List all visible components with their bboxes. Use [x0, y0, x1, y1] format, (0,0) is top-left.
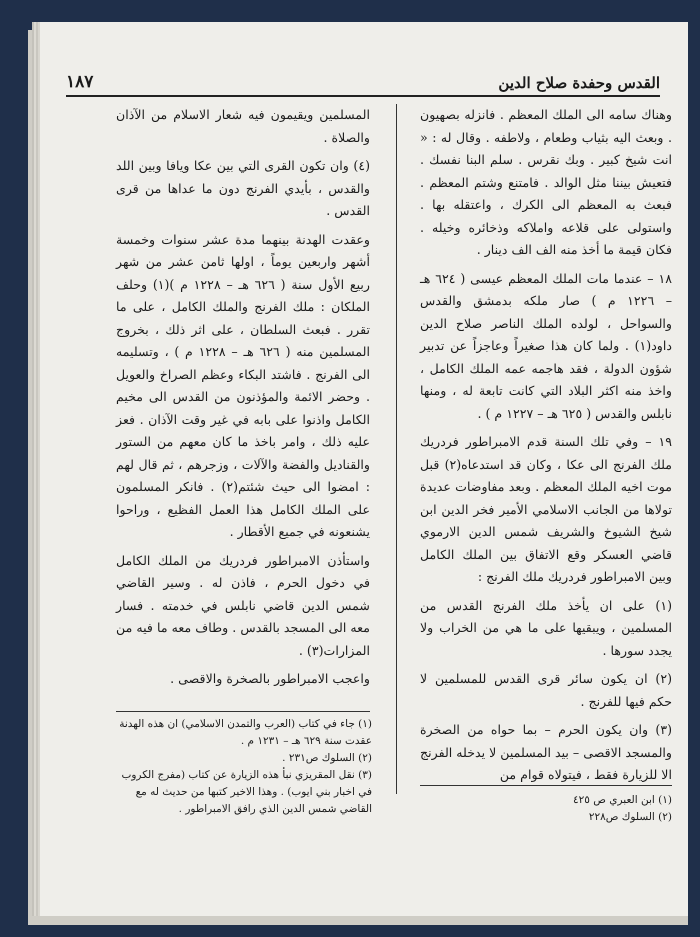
paragraph-emperor-admired: واعجب الامبراطور بالصخرة والاقصى . — [170, 671, 370, 686]
running-title: القدس وحفدة صلاح الدين — [498, 74, 660, 92]
treaty-clause-2: (٢) ان يكون سائر قرى القدس للمسلمين لا حكم فيها للفرنج . — [420, 671, 672, 709]
footnotes-right — [420, 792, 672, 826]
footnote: (١) جاء في كتاب (العرب والتمدن الاسلامي) ان هذه الهدنة عقدت سنة ٦٢٩ هـ – ١٢٣١ م . — [119, 718, 372, 747]
footnote: (٣) نقل المقريزي نبأ هذه الزيارة عن كتاب (مفرج الكروب في اخبار بني ايوب) . وهذا الاخير كتبها من حديث له مع القاضي شمس الدين الذي رافق الامبراطور . — [121, 769, 372, 815]
page-number: ١٨٧ — [66, 72, 94, 92]
paragraph-truce: وعقدت الهدنة بينهما مدة عشر سنوات وخمسة أشهر واربعين يوماً ، اولها ثامن عشر من شهر ربيع الأول سنة ( ٦٢٦ هـ – ١٢٢٨ م )(١) وحلف الملكان : ملك الفرنج والملك الكامل ، على ما تقرر . فبعث السلطان ، على اثر ذلك ، بخروج المسلمين منه ( ٦٢٦ هـ – ١٢٢٨ م ) ، وتسليمه الى الفرنج . فاشتد البكاء وعظم الصراخ والعويل . وحضر الائمة والمؤذنون من القدس الى مخيم الكامل واذنوا على بابه في غير وقت الآذان . فعز عليه ذلك ، وامر باخذ ما كان معهم من الستور والقناديل والفضة والآلات ، وزجرهم ، ثم قال لهم : امضوا الى حيث شئتم(٢) . فانكر المسلمون على الملك الكامل هذا العمل الفظيع ، وراحوا يشنعونه في جميع الأقطار . — [116, 231, 370, 539]
paragraph-section-18: ١٨ – عندما مات الملك المعظم عيسى ( ٦٢٤ هـ – ١٢٢٦ م ) صار ملكه بدمشق والقدس والسواحل ، لولده الملك الناصر صلاح الدين داود(١) . ولما كان هذا صغيراً وعاجزاً عن تدبير شؤون الدولة ، فقد هاجمه عمه الملك الكامل ، واخذ منه اكثر البلاد التي كانت تابعة له ، ومنها نابلس والقدس ( ٦٢٥ هـ – ١٢٢٧ م ) . — [420, 270, 672, 421]
right-column — [420, 104, 672, 793]
footnote-rule-left — [116, 711, 370, 712]
footnotes-left — [110, 716, 372, 818]
footnote-rule-right — [420, 785, 672, 786]
footnote: (١) ابن العبري ص ٤٢٥ — [572, 794, 672, 806]
treaty-clause-1: (١) على ان يأخذ ملك الفرنج القدس من المسلمين ، ويبقيها على ما هي من الخراب ولا يجدد سورها . — [420, 597, 672, 658]
paragraph-emperor-visit: واستأذن الامبراطور فردريك من الملك الكامل في دخول الحرم ، فاذن له . وسير القاضي شمس الدين قاضي نابلس في خدمته . فسار معه الى المسجد بالقدس . وطاف معه ما فيه من المزارات(٣) . — [116, 552, 370, 658]
footnote: (٢) السلوك ص٢٣١ . — [282, 752, 372, 764]
treaty-clause-3: (٣) وان يكون الحرم – بما حواه من الصخرة والمسجد الاقصى – بيد المسلمين لا يدخله الفرنج الا للزيارة فقط ، فيتولاه قوام من — [419, 722, 672, 782]
footnote: (٢) السلوك ص٢٢٨ — [588, 811, 672, 823]
paragraph-section-19: ١٩ – وفي تلك السنة قدم الامبراطور فردريك ملك الفرنج الى عكا ، وكان قد استدعاه(٢) قبل موت اخيه الملك المعظم . وبعد مفاوضات عديدة تولاها من الجانب الاسلامي الأمير فخر الدين ابن شيخ الشيوخ والشريف شمس الدين الارموي قاضي العسكر وقع الاتفاق بين الملك الكامل وبين الامبراطور فردريك ملك الفرنج : — [420, 434, 672, 584]
paragraph: المسلمين ويقيمون فيه شعار الاسلام من الآذان والصلاة . — [116, 107, 370, 145]
paragraph: وهناك سامه الى الملك المعظم . فانزله بصهيون . وبعث اليه بثياب وطعام ، ولاطفه . وقال له : « انت شيخ كبير . وبك نقرس . سلم البنا نفسك . فتعيش بيننا مثل الوالد . فامتنع وشتم المعظم . فبعث به المعظم الى الكرك ، واعتقله بها . واستولى على قلاعه واملاكه وذخائره وخيله . فكان قيمة ما أخذ منه الف الف دينار . — [420, 107, 672, 257]
treaty-clause-4: (٤) وان تكون القرى التي بين عكا ويافا وبين اللد والقدس ، بأيدي الفرنج دون ما عداها من قرى القدس . — [116, 158, 370, 218]
column-divider — [396, 104, 397, 794]
left-column — [116, 104, 370, 697]
running-header — [66, 64, 660, 97]
